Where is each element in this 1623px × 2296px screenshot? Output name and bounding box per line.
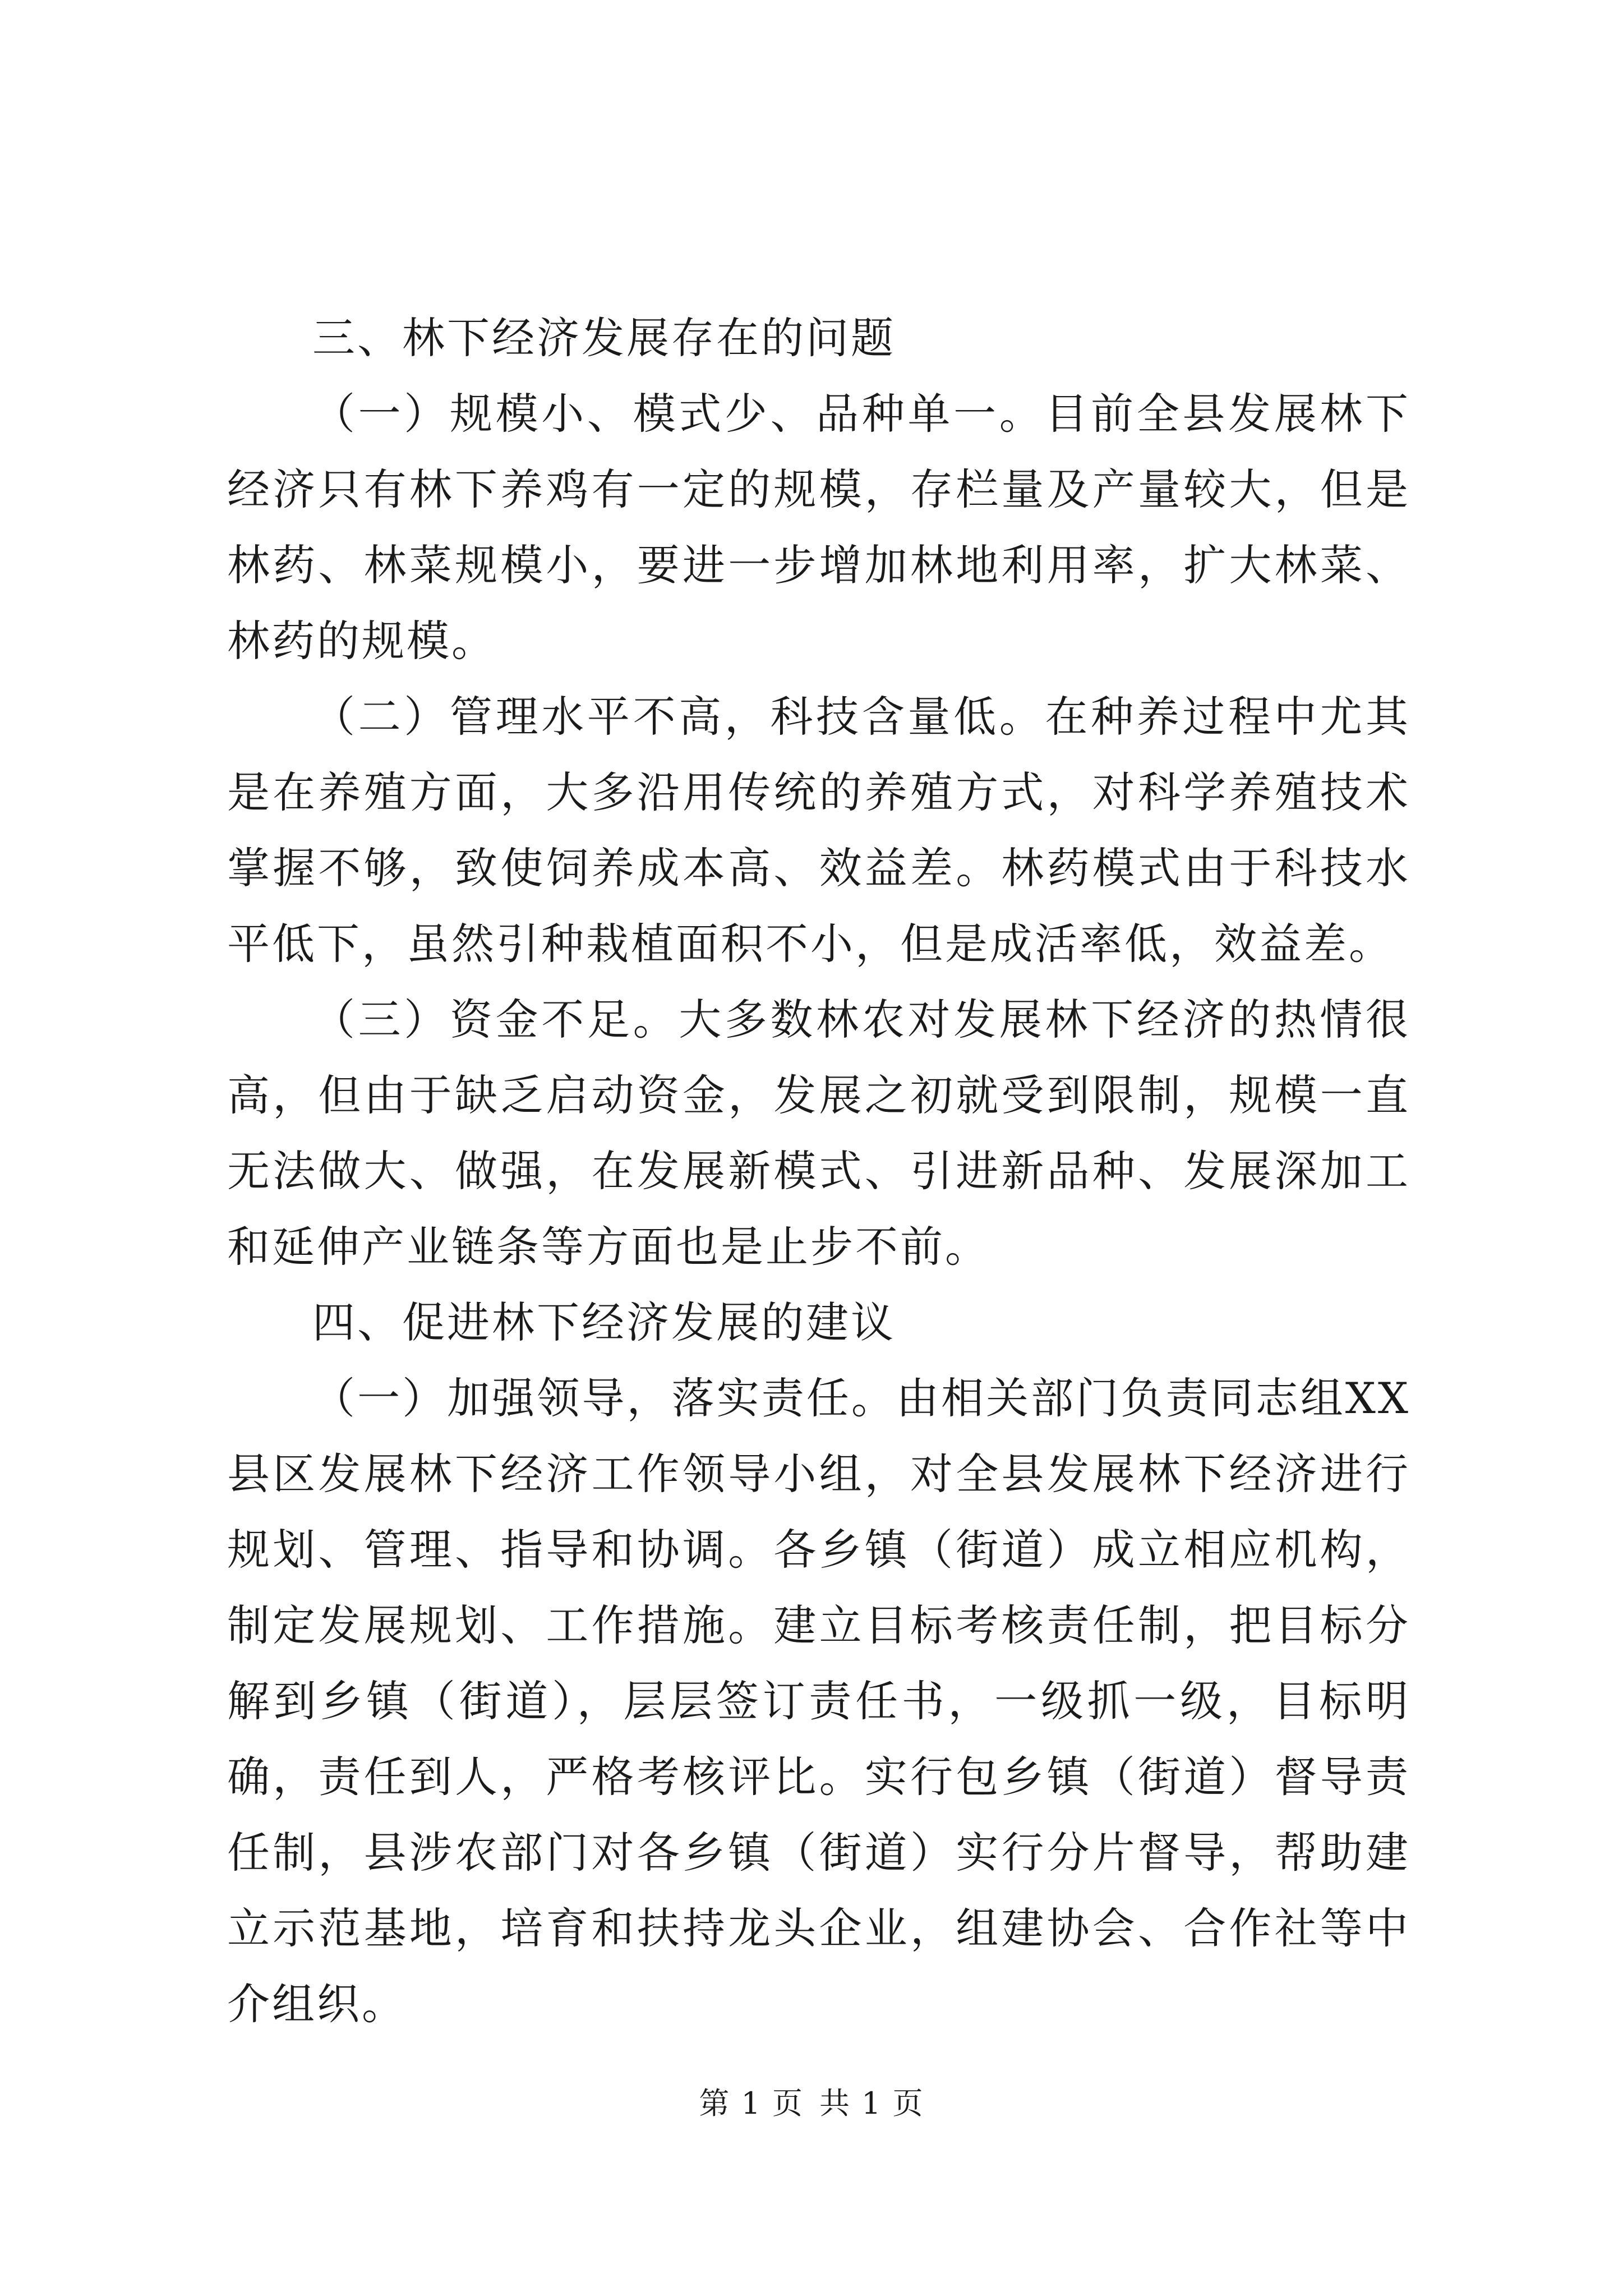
- paragraph: （一）加强领导，落实责任。由相关部门负责同志组XX县区发展林下经济工作领导小组，对全县发展林下经济进行规划、管理、指导和协调。各乡镇（街道）成立相应机构，制定发展规划、工作措施。建立目标考核责任制，把目标分解到乡镇（街道），层层签订责任书，一级抓一级，目标明确，责任到人，严格考核评比。实行包乡镇（街道）督导责任制，县涉农部门对各乡镇（街道）实行分片督导，帮助建立示范基地，培育和扶持龙头企业，组建协会、合作社等中介组织。: [227, 1373, 1410, 2029]
- paragraph: （一）规模小、模式少、品种单一。目前全县发展林下经济只有林下养鸡有一定的规模，存栏量及产量较大，但是林药、林菜规模小，要进一步增加林地利用率，扩大林菜、林药的规模。: [227, 389, 1410, 666]
- section-heading: 四、促进林下经济发展的建议: [312, 1297, 896, 1347]
- page-number: 第 1 页: [699, 2086, 804, 2121]
- paragraph: （三）资金不足。大多数林农对发展林下经济的热情很高，但由于缺乏启动资金，发展之初就受到限制，规模一直无法做大、做强，在发展新模式、引进新品种、发展深加工和延伸产业链条等方面也是止步不前。: [227, 995, 1410, 1272]
- section-heading: 三、林下经济发展存在的问题: [312, 313, 896, 363]
- document-body: [227, 300, 1410, 2042]
- paragraph: （二）管理水平不高，科技含量低。在种养过程中尤其是在养殖方面，大多沿用传统的养殖方式，对科学养殖技术掌握不够，致使饲养成本高、效益差。林药模式由于科技水平低下，虽然引种栽植面积不小，但是成活率低，效益差。: [227, 692, 1410, 969]
- page-total: 共 1 页: [819, 2086, 924, 2121]
- page-footer: [0, 2084, 1623, 2123]
